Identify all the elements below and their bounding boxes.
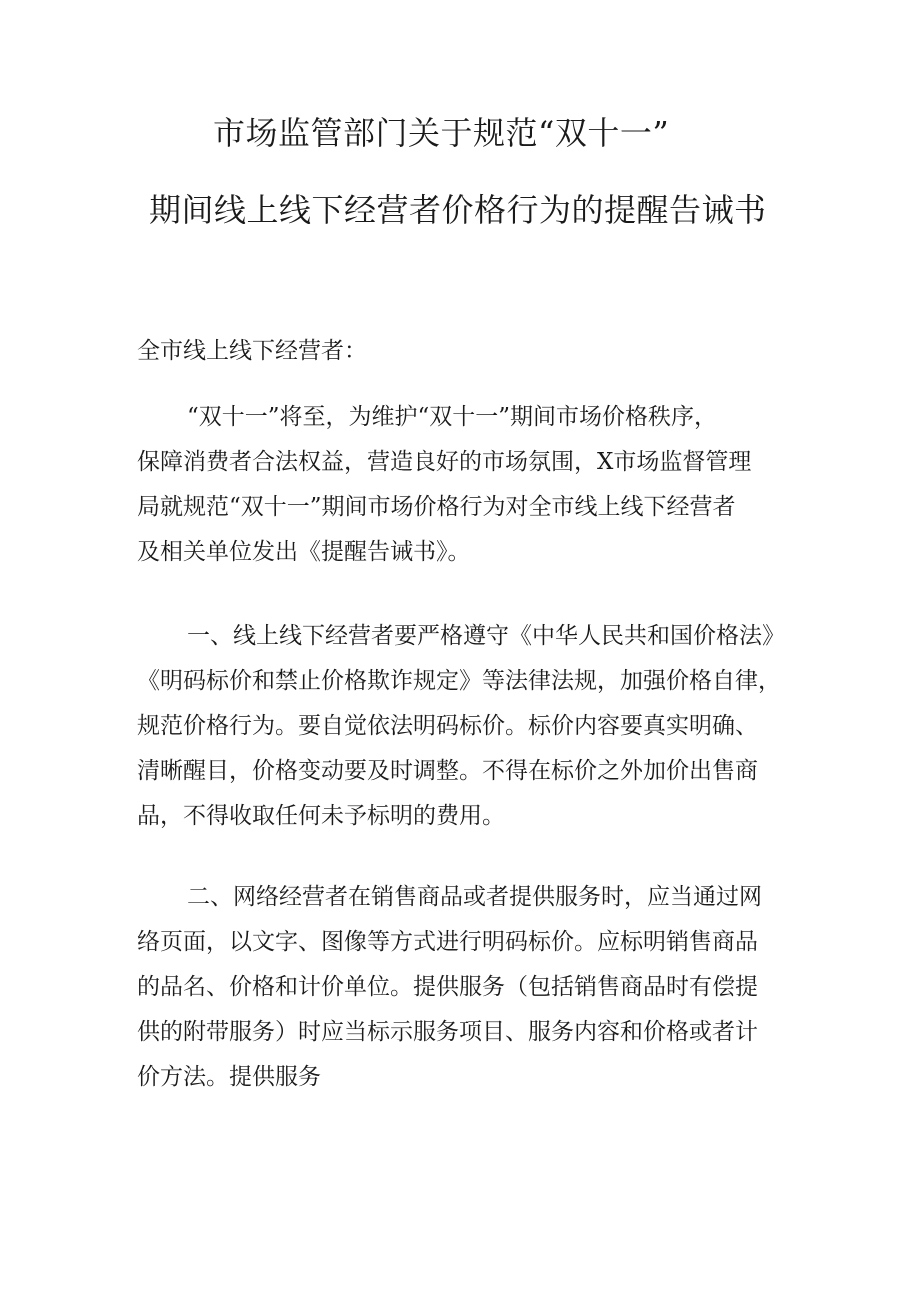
paragraph-line: 的品名、价格和计价单位。提供服务（包括销售商品时有偿提 bbox=[137, 974, 758, 1000]
salutation: 全市线上线下经营者： bbox=[137, 338, 367, 364]
paragraph-line: 一、线上线下经营者要严格遵守《中华人民共和国价格法》 bbox=[187, 623, 785, 649]
paragraph-line: 二、网络经营者在销售商品或者提供服务时，应当通过网 bbox=[187, 884, 762, 910]
paragraph-line: “双十一”将至，为维护“双十一”期间市场价格秩序， bbox=[187, 404, 718, 430]
paragraph-line: 保障消费者合法权益，营造良好的市场氛围，X市场监督管理 bbox=[137, 449, 752, 475]
document-title-line-2: 期间线上线下经营者价格行为的提醒告诫书 bbox=[149, 191, 767, 229]
paragraph-line: 《明码标价和禁止价格欺诈规定》等法律法规，加强价格自律， bbox=[137, 668, 781, 694]
paragraph-1 bbox=[137, 395, 813, 575]
paragraph-line: 及相关单位发出《提醒告诫书》。 bbox=[137, 539, 471, 565]
paragraph-line: 规范价格行为。要自觉依法明码标价。标价内容要真实明确、 bbox=[137, 713, 758, 739]
paragraph-line: 价方法。提供服务 bbox=[137, 1064, 321, 1090]
paragraph-3 bbox=[137, 875, 813, 1100]
paragraph-line: 清晰醒目，价格变动要及时调整。不得在标价之外加价出售商 bbox=[137, 758, 758, 784]
paragraph-line: 供的附带服务）时应当标示服务项目、服务内容和价格或者计 bbox=[137, 1019, 758, 1045]
paragraph-line: 络页面，以文字、图像等方式进行明码标价。应标明销售商品 bbox=[137, 929, 758, 955]
paragraph-line: 品，不得收取任何未予标明的费用。 bbox=[137, 803, 505, 829]
document-title-line-1: 市场监管部门关于规范“双十一” bbox=[213, 114, 670, 152]
paragraph-2 bbox=[137, 614, 813, 839]
paragraph-line: 局就规范“双十一”期间市场价格行为对全市线上线下经营者 bbox=[137, 494, 736, 520]
